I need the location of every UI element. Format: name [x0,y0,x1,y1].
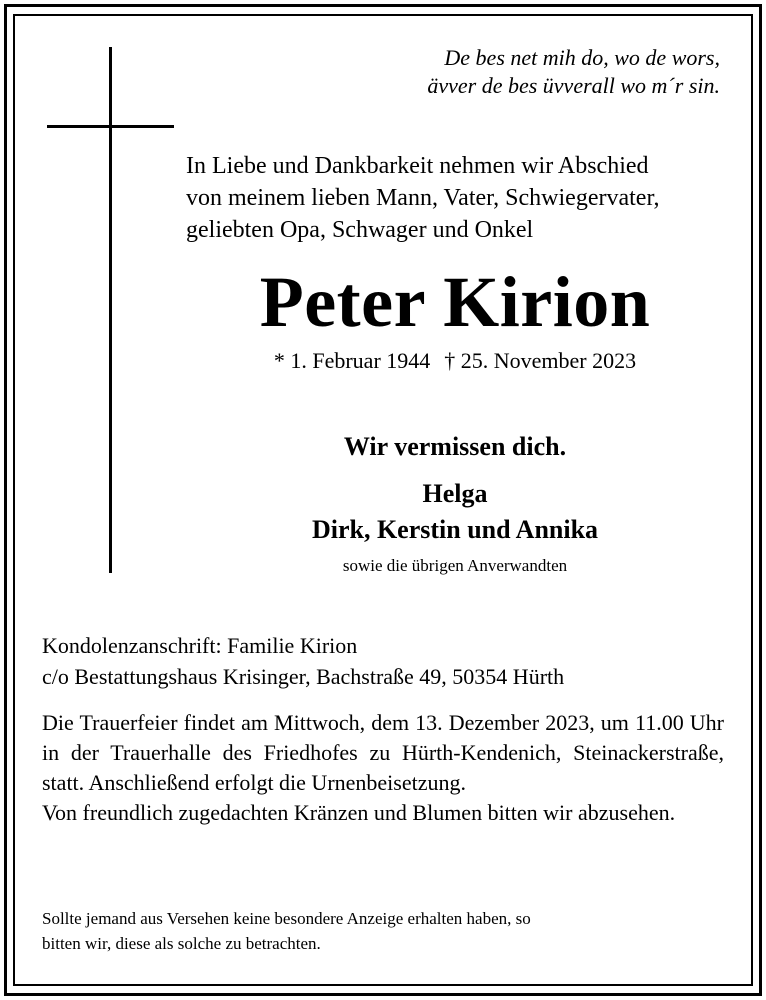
condolence-address [42,630,742,692]
life-dates [150,346,760,376]
note-line-1: Sollte jemand aus Versehen keine besondere Anzeige erhalten haben, so [42,909,531,928]
miss-headline: Wir vermissen dich. [343,432,567,461]
relatives-line: sowie die übrigen Anverwandten [342,556,568,575]
service-paragraph-1: Die Trauerfeier findet am Mittwoch, dem 13. Dezember 2023, um 11.00 Uhr in der Trauerhalle des Friedhofes zu Hürth-Kendenich, Steinackerstraße, statt. Anschließend erfolgt die Urnenbeisetzung. [42,710,724,795]
condolence-line-1: Kondolenzanschrift: Familie Kirion [42,633,358,658]
note-line-2: bitten wir, diese als solche zu betrachten. [42,934,321,953]
intro-line-2: von meinem lieben Mann, Vater, Schwiegervater, [186,185,660,211]
mourners-list [150,476,760,548]
mourner-line-2: Dirk, Kerstin und Annika [311,515,599,544]
condolence-line-2: c/o Bestattungshaus Krisinger, Bachstraße 49, 50354 Hürth [42,664,565,689]
funeral-service-info [42,708,724,828]
motto-quote [300,44,720,100]
motto-line-1: De bes net mih do, wo de wors, [444,45,720,70]
closing-note [42,906,724,956]
intro-text [186,150,746,246]
service-paragraph-2: Von freundlich zugedachten Kränzen und Blumen bitten wir abzusehen. [42,800,676,825]
birth-date: * 1. Februar 1944 [273,348,431,373]
intro-line-1: In Liebe und Dankbarkeit nehmen wir Abschied [186,153,649,179]
deceased-name: Peter Kirion [259,262,651,342]
death-date: † 25. November 2023 [444,348,637,373]
mourner-line-1: Helga [422,479,488,508]
intro-line-3: geliebten Opa, Schwager und Onkel [186,217,534,243]
cross-horizontal-bar [47,125,174,128]
motto-line-2: ävver de bes üvverall wo m´r sin. [427,73,720,98]
